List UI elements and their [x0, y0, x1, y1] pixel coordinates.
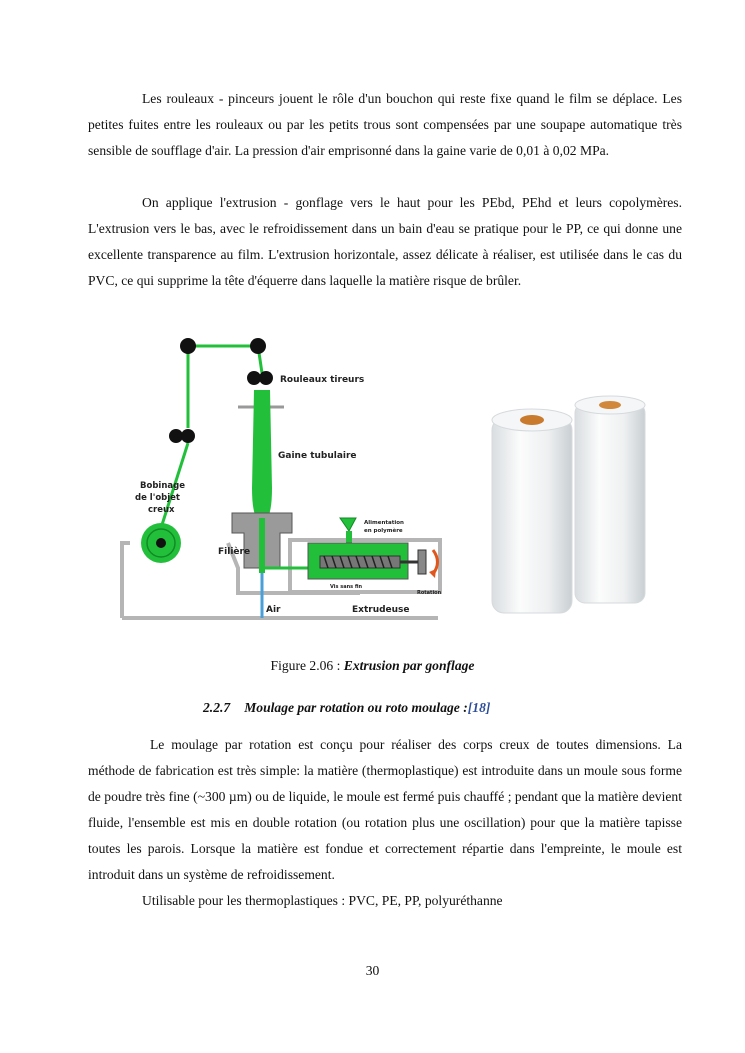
extrusion-diagram	[120, 328, 660, 628]
hopper	[340, 518, 356, 531]
tubular-film	[252, 390, 272, 520]
paragraph-rotational-molding: Le moulage par rotation est conçu pour réaliser des corps creux de toutes dimensions. La méthode de fabrication est très simple: la matière (thermoplastique) est introduite dans un moule sous forme de poudre très fine (~300 µm) ou de liquide, le moule est fermé puis chauffé ; pendant que la matière devient fluide, l'ensemble est mis en double rotation (ou rotation plus une oscillation) pour que la matière tapisse toutes les parois. Lorsque la matière est fondue et correctement répartie dans l'empreinte, le moule est introduit dans un système de refroidissement.	[88, 737, 682, 882]
label-pull-rollers: Rouleaux tireurs	[280, 375, 365, 385]
top-rollers	[169, 338, 266, 443]
paragraph-pinch-rollers: Les rouleaux - pinceurs jouent le rôle d'un bouchon qui reste fixe quand le film se déplace. Les petites fuites entre les rouleaux ou par les petits trous sont compensées par une soupape automatique très sensible de soufflage d'air. La pression d'air emprisonné dans la gaine varie de 0,01 à 0,02 MPa.	[88, 91, 682, 158]
label-winding-line2: de l'objet	[135, 493, 180, 503]
section-reference[interactable]: [18]	[467, 700, 491, 715]
label-extruder: Extrudeuse	[352, 605, 410, 615]
section-heading	[203, 700, 490, 716]
film-roll-front-core	[520, 415, 544, 425]
rotation-arrow-head	[429, 569, 436, 578]
figure-caption	[0, 658, 745, 674]
label-winding-line1: Bobinage	[140, 481, 185, 491]
film-rolls-photo	[492, 396, 645, 613]
pull-rollers	[247, 371, 273, 385]
label-rotation: Rotation	[417, 590, 442, 596]
hopper-neck	[346, 531, 352, 543]
caption-title: Extrusion par gonflage	[343, 658, 475, 673]
section-title: Moulage par rotation ou roto moulage :	[244, 700, 468, 715]
label-tubular-film: Gaine tubulaire	[278, 451, 357, 461]
label-feed-line1: Alimentation	[364, 520, 404, 526]
figure-extrusion-blowing	[120, 328, 660, 628]
film-roll-front	[492, 418, 572, 613]
film-roll-back-core	[599, 401, 621, 409]
label-die: Filière	[218, 547, 251, 557]
page-number: 30	[365, 963, 380, 978]
label-screw: Vis sans fin	[330, 584, 363, 590]
label-winding-line3: creux	[148, 505, 175, 515]
label-air: Air	[266, 605, 281, 615]
label-feed-line2: en polymère	[364, 528, 403, 534]
die-channel	[259, 518, 265, 573]
winding-reel	[141, 523, 181, 563]
caption-prefix: Figure 2.06 :	[270, 658, 344, 673]
extruder-barrel	[308, 543, 426, 579]
paragraph-extrusion-direction: On applique l'extrusion - gonflage vers le haut pour les PEbd, PEhd et leurs copolymères. L'extrusion vers le bas, avec le refroidissement dans un bain d'eau se pratique pour le PP, ce qui donne une excellente transparence au film. L'extrusion horizontale, assez délicate à réaliser, est utilisée dans le cas du PVC, ce qui supprime la tête d'équerre dans laquelle la matière risque de brûler.	[88, 195, 682, 288]
paragraph-usable-materials: Utilisable pour les thermoplastiques : PVC, PE, PP, polyuréthanne	[142, 893, 503, 908]
film-roll-back	[575, 403, 645, 603]
section-number: 2.2.7	[203, 700, 231, 715]
